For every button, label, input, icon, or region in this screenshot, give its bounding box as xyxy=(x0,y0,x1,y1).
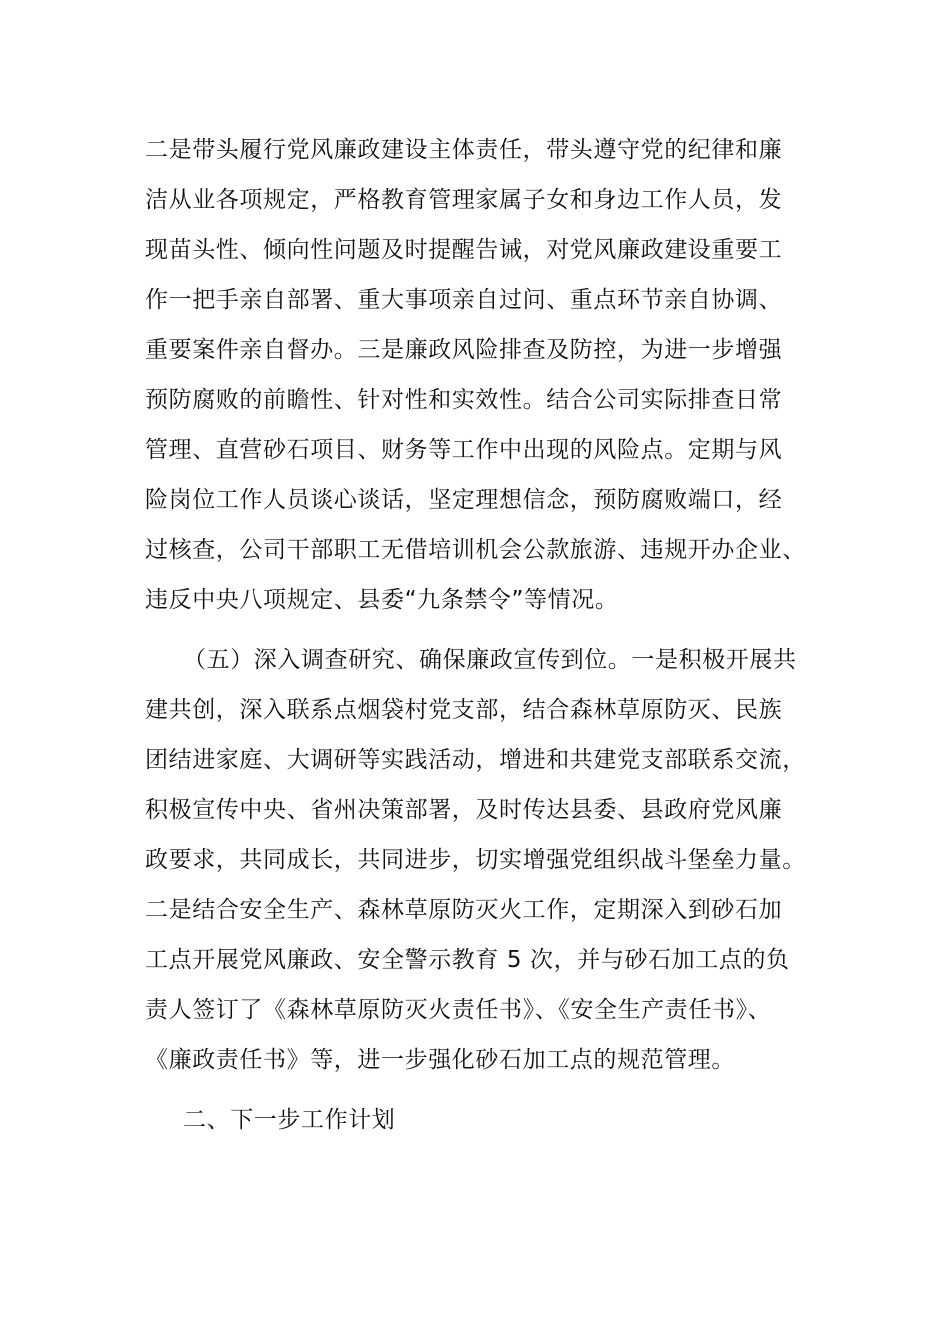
paragraph-1-line-8: 险岗位工作人员谈心谈话，坚定理想信念，预防腐败端口，经 xyxy=(145,487,783,513)
paragraph-1-line-10: 违反中央八项规定、县委“九条禁令”等情况。 xyxy=(145,587,619,613)
paragraph-2-line-8: 责人签订了《森林草原防灭火责任书》、《安全生产责任书》、 xyxy=(145,997,772,1023)
paragraph-2-line-3: 团结进家庭、大调研等实践活动，增进和共建党支部联系交流， xyxy=(145,747,806,773)
paragraph-2-line-6: 二是结合安全生产、森林草原防灭火工作，定期深入到砂石加 xyxy=(145,897,783,923)
paragraph-1-line-6: 预防腐败的前瞻性、针对性和实效性。结合公司实际排查日常 xyxy=(145,387,783,413)
paragraph-1-line-2: 洁从业各项规定，严格教育管理家属子女和身边工作人员，发 xyxy=(145,187,783,213)
paragraph-2-line-1: （五）深入调查研究、确保廉政宣传到位。一是积极开展共 xyxy=(183,647,797,673)
paragraph-1-line-9: 过核查，公司干部职工无借培训机会公款旅游、违规开办企业、 xyxy=(145,537,806,563)
paragraph-1-line-1: 二是带头履行党风廉政建设主体责任，带头遵守党的纪律和廉 xyxy=(145,137,783,163)
section-heading-next-steps: 二、下一步工作计划 xyxy=(183,1107,396,1133)
paragraph-2-line-7: 工点开展党风廉政、安全警示教育 5 次，并与砂石加工点的负 xyxy=(145,947,790,973)
paragraph-1-line-3: 现苗头性、倾向性问题及时提醒告诫，对党风廉政建设重要工 xyxy=(145,237,783,263)
paragraph-1-line-5: 重要案件亲自督办。三是廉政风险排查及防控，为进一步增强 xyxy=(145,337,783,363)
paragraph-2-line-4: 积极宣传中央、省州决策部署，及时传达县委、县政府党风廉 xyxy=(145,797,783,823)
paragraph-1-line-4: 作一把手亲自部署、重大事项亲自过问、重点环节亲自协调、 xyxy=(145,287,783,313)
paragraph-1-line-7: 管理、直营砂石项目、财务等工作中出现的风险点。定期与风 xyxy=(145,437,783,463)
paragraph-2-line-5: 政要求，共同成长，共同进步，切实增强党组织战斗堡垒力量。 xyxy=(145,847,806,873)
paragraph-2-line-9: 《廉政责任书》等，进一步强化砂石加工点的规范管理。 xyxy=(145,1047,735,1073)
paragraph-2-line-2: 建共创，深入联系点烟袋村党支部，结合森林草原防灭、民族 xyxy=(145,697,783,723)
